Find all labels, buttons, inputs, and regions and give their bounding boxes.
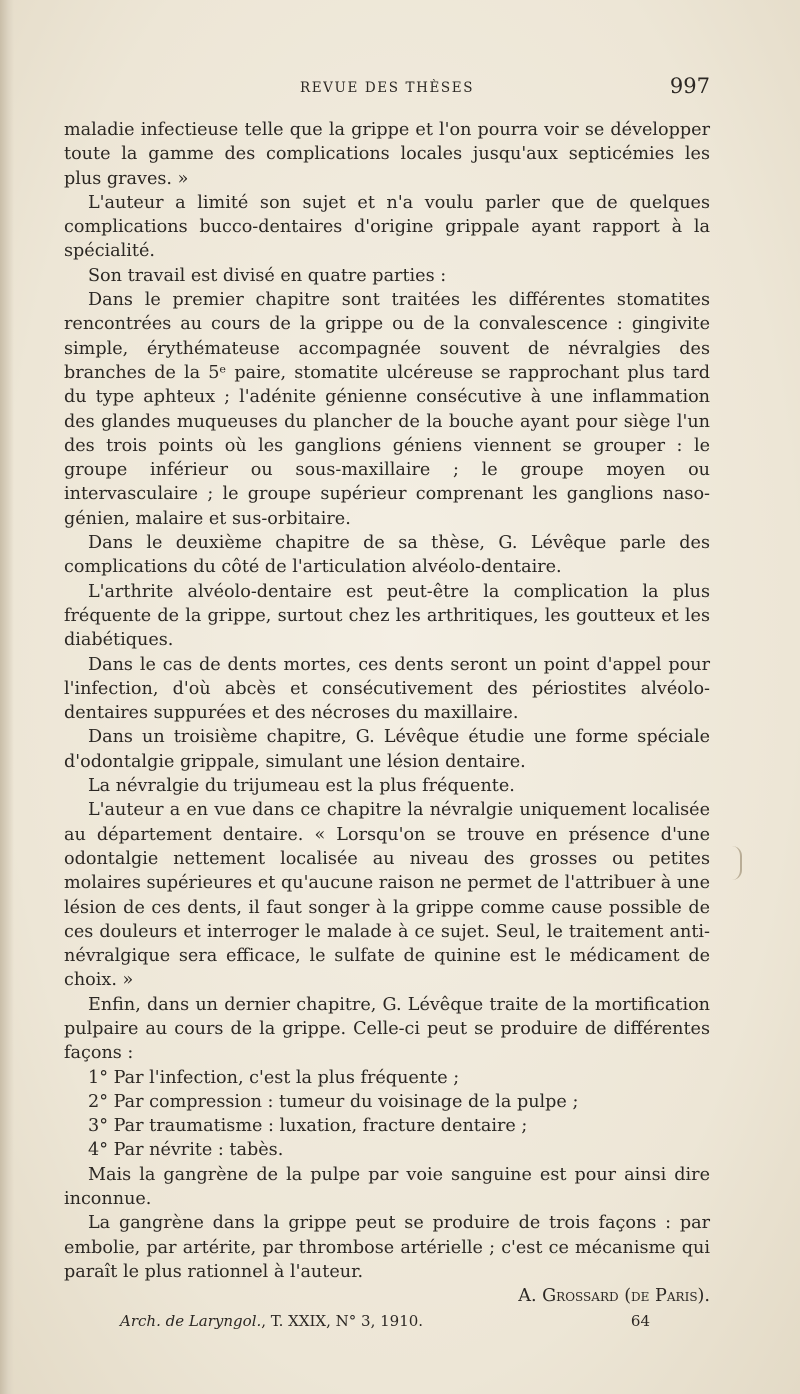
list-item: 3° Par traumatisme : luxation, fracture dentaire ; (88, 1116, 528, 1137)
signature-line (64, 1284, 710, 1308)
paragraph: Dans le deuxième chapitre de sa thèse, G. Lévêque parle des complications du côté de l'articulation alvéolo-dentaire. (64, 533, 710, 578)
paragraph: Dans le cas de dents mortes, ces dents seront un point d'appel pour l'infection, d'où abcès et consécutivement des périostites alvéolo-dentaires suppurées et des nécroses du maxillaire. (64, 654, 710, 724)
paragraph: Dans un troisième chapitre, G. Lévêque étudie une forme spéciale d'odontalgie grippale, simulant une lésion dentaire. (64, 727, 710, 772)
source-citation (64, 1309, 710, 1333)
author-signature: A. Grossard (de Paris). (518, 1286, 710, 1307)
paragraph: maladie infectieuse telle que la grippe et l'on pourra voir se développer toute la gamme des complications locales jusqu'aux septicémies les plus graves. » (64, 120, 710, 189)
page-header (64, 74, 710, 106)
journal-name: Arch. de Laryngol. (120, 1311, 262, 1330)
paragraph: Mais la gangrène de la pulpe par voie sanguine est pour ainsi dire inconnue. (64, 1164, 710, 1210)
paragraph: Enfin, dans un dernier chapitre, G. Lévêque traite de la mortification pulpaire au cours de la grippe. Celle-ci peut se produire de différentes façons : (64, 994, 710, 1064)
paragraph: L'arthrite alvéolo-dentaire est peut-être la complication la plus fréquente de la grippe, surtout chez les arthritiques, les goutteux et les diabétiques. (64, 581, 710, 651)
running-title: REVUE DES THÈSES (299, 80, 475, 96)
journal-reference: , T. XXIX, N° 3, 1910. (261, 1311, 424, 1330)
page-number: 997 (669, 74, 710, 98)
margin-pencil-mark (730, 846, 742, 880)
paragraph: La gangrène dans la grippe peut se produire de trois façons : par embolie, par artérite, par thrombose artérielle ; c'est ce mécanisme qui paraît le plus rationnel à l'auteur. (64, 1213, 710, 1282)
sheet-number: 64 (630, 1311, 650, 1330)
paragraph: La névralgie du trijumeau est la plus fréquente. (88, 776, 515, 797)
article-body (64, 118, 710, 1333)
binding-shadow (0, 0, 14, 1394)
paragraph: Son travail est divisé en quatre parties : (88, 265, 447, 286)
list-item: 1° Par l'infection, c'est la plus fréquente ; (88, 1067, 460, 1088)
list-item: 2° Par compression : tumeur du voisinage de la pulpe ; (88, 1091, 579, 1112)
paragraph: L'auteur a limité son sujet et n'a voulu parler que de quelques complications bucco-dentaires d'origine grippale ayant rapport à la spécialité. (64, 192, 710, 262)
paragraph: Dans le premier chapitre sont traitées les différentes stomatites rencontrées au cours de la grippe ou de la convalescence : gingivite simple, érythémateuse accompagnée souvent de névralgies des branches de la 5ᵉ paire, stomatite ulcéreuse se rapprochant plus tard du type aphteux ; l'adénite génienne consécutive à une inflammation des glandes muqueuses du plancher de la bouche ayant pour siège l'un des trois points où les ganglions géniens viennent se grouper : le groupe inférieur ou sous-maxillaire ; le groupe moyen ou intervasculaire ; le groupe supérieur comprenant les ganglions naso-génien, malaire et sus-orbitaire. (64, 290, 710, 529)
paragraph: L'auteur a en vue dans ce chapitre la névralgie uniquement localisée au département dentaire. « Lorsqu'on se trouve en présence d'une odontalgie nettement localisée au niveau des grosses ou petites molaires supérieures et qu'aucune raison ne permet de l'attribuer à une lésion de ces dents, il faut songer à la grippe comme cause possible de ces douleurs et interroger le malade à ce sujet. Seul, le traitement anti-névralgique sera efficace, le sulfate de quinine est le médicament de choix. » (64, 800, 710, 991)
list-item: 4° Par névrite : tabès. (88, 1140, 284, 1161)
